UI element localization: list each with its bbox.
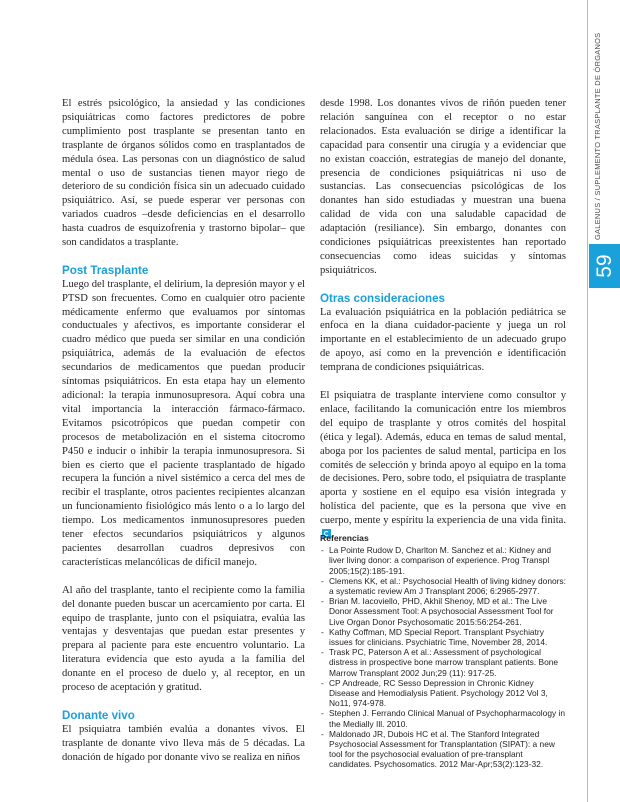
reference-item: - Brian M. Iacoviello, PHD, Akhil Shenoy, MD et al.: The Live Donor Assessment Tool: A psychosocial Assessment Tool for Live Organ Donor Psychosomatic 2015:56:254-261.	[320, 596, 566, 627]
otras-paragraph-2-text: El psiquiatra de trasplante interviene como consultor y enlace, facilitando la comunicación entre los miembros del equipo de trasplante y otros comités del hospital (ética y legal). Además, educa en temas de salud mental, aboga por los pacientes de salud mental, participa en los comités de selección y brinda apoyo al equipo en la toma de decisiones. Pero, sobre todo, el psiquiatra de trasplante aporta y sostiene en el equipo esa visión integrada y holística del paciente, que es la persona que vive en cuerpo, mente y espíritu la experiencia de una vida finita.	[320, 390, 566, 527]
page-number-box	[589, 244, 620, 288]
heading-otras-consideraciones: Otras consideraciones	[320, 291, 446, 305]
otras-paragraph-1: La evaluación psiquiátrica en la población pediátrica se enfoca en la diana cuidador-paciente y juega un rol importante en el establecimiento de un adecuado grupo de apoyo, así como en la prevención e identificación temprana de condiciones psiquiátricas.	[320, 306, 566, 374]
post-trasplante-paragraph-1: Luego del trasplante, el delirium, la depresión mayor y el PTSD son frecuentes. Como en cualquier otro paciente médicamente enfermo que evaluamos por síntomas conductuales y afectivos, es importante considerar el cuadro médico que pueda ser similar en una condición psiquiátrica, además de la evaluación de efectos secundarios de medicamentos que puedan producir síntomas psiquiátricos. En esta etapa hay un elemento adicional: la terapia inmunosupresora. Aquí cobra una vital importancia la interacción fármaco-fármaco. Evitamos psicotrópicos que puedan competir con procesos de metabolización en el sistema citocromo P450 e inducir o inhibir la terapia inmunosupresora. Si bien es cierto que el paciente trasplantado de hígado recupera la función a nivel sistémico a cerca del mes de recibir el trasplante, otros pacientes recipientes alcanzan un funcionamiento fisiológico más lento o a lo largo del tiempo. Los medicamentos inmunosupresores pueden tener efectos secundarios psiquiátricos y algunos pacientes desarrollan cuadros depresivos con características melancólicas de difícil manejo.	[62, 278, 305, 568]
reference-item: - CP Andreade, RC Sesso Depression in Chronic Kidney Disease and Hemodialysis Patient. Psychology 2012 Vol 3, No11, 974-978.	[320, 678, 566, 709]
running-head: GALENUS / SUPLEMENTO TRASPLANTE DE ÓRGANOS	[593, 32, 602, 240]
donante-vivo-continuation: desde 1998. Los donantes vivos de riñón pueden tener relación sanguínea con el receptor o no estar relacionados. Esta evaluación se dirige a identificar la capacidad para consentir una cirugía y a evidenciar que no existan coacción, estrategias de manejo del donante, presencia de condiciones psiquiátricas ni uso de sustancias. Las consecuencias psicológicas de los donantes han sido estudiadas y muestran una buena calidad de vida con una saludable capacidad de adaptación (resiliance). Sin embargo, donantes con condiciones psiquiátricas preexistentes han reportado consecuencias como ideas suicidas y síntomas psiquiátricos.	[320, 98, 566, 276]
post-trasplante-paragraph-2: Al año del trasplante, tanto el recipiente como la familia del donante pueden buscar un acercamiento por carta. El equipo de trasplante, junto con el psiquiatra, evalúa las ventajas y desventajas que puedan estar presentes y prepara al paciente para este encuentro voluntario. La literatura evidencia que esto ayuda a la familia del donante en el proceso de duelo y, al receptor, en un proceso de aceptación y gratitud.	[62, 584, 305, 694]
reference-item: - Clemens KK, et al.: Psychosocial Health of living kidney donors: a systematic review Am J Transplant 2006; 6:2965-2977.	[320, 576, 566, 596]
page-number: 59	[593, 254, 616, 278]
left-column	[62, 97, 305, 764]
sidebar-divider	[587, 0, 588, 802]
reference-item: - La Pointe Rudow D, Charlton M. Sanchez et al.: Kidney and liver living donor: a comparison of experience. Prog Transpl 2005;15(2):185-191.	[320, 545, 566, 576]
right-column	[320, 97, 566, 542]
references-title: Referencias	[320, 533, 369, 543]
intro-paragraph: El estrés psicológico, la ansiedad y las condiciones psiquiátricas como factores predictores de pobre cumplimiento post trasplante se presentan tanto en trasplante de órganos sólidos como en trasplantados de médula ósea. Las personas con un diagnóstico de salud mental o uso de sustancias tienen mayor riego de deterioro de su condición física sin un adecuado cuidado psiquiátrico. Así, se puede esperar ver personas con variados cuadros –desde deficiencias en el desarrollo hasta cuadros de esquizofrenia y trastorno bipolar– que son candidatos a trasplante.	[62, 98, 305, 249]
heading-post-trasplante: Post Trasplante	[62, 263, 149, 277]
reference-item: - Stephen J. Ferrando Clinical Manual of Psychopharmacology in the Medially Ill. 2010.	[320, 708, 566, 728]
heading-donante-vivo: Donante vivo	[62, 708, 135, 722]
reference-item: - Maldonado JR, Dubois HC et al. The Stanford Integrated Psychosocial Assessment for Transplantation (SIPAT): a new tool for the psychosocial evaluation of pre-transplant candidates. Psychosomatics. 2012 Mar-Apr;53(2):123-32.	[320, 729, 566, 770]
donante-vivo-paragraph: El psiquiatra también evalúa a donantes vivos. El trasplante de donante vivo lleva más de 5 décadas. La donación de hígado por donante vivo se realiza en niños	[62, 723, 305, 763]
otras-paragraph-2	[320, 389, 566, 542]
reference-item: - Kathy Coffman, MD Special Report. Transplant Psychiatry issues for clinicians. Psychiatric Time, November 28, 2014.	[320, 627, 566, 647]
references-section	[320, 533, 566, 770]
references-list	[320, 545, 566, 769]
reference-item: - Trask PC, Paterson A et al.: Assessment of psychological distress in prospective bone marrow transplant patients. Bone Marrow Transplant 2002 Jun;29 (11): 917-25.	[320, 647, 566, 678]
